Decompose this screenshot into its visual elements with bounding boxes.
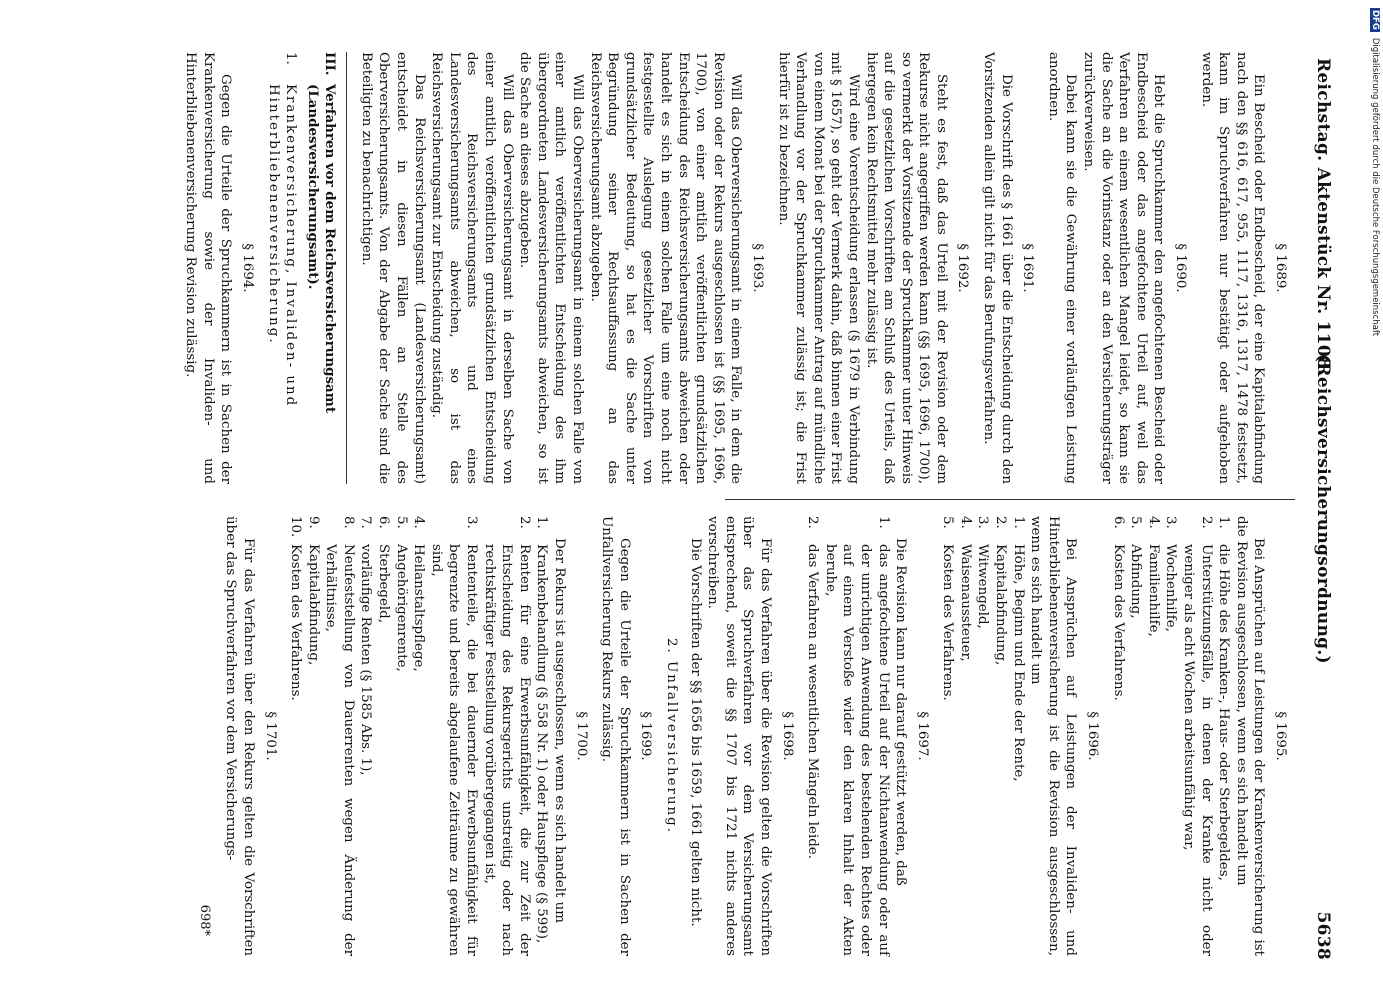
list-item — [1127, 516, 1145, 956]
paragraph: Will das Oberversicherungsamt in derselben Sache von einer amtlich veröffentlichten grundsätzlichen Entscheidung des Reichsversicherungsamts und eines Landesversicherungsamts abweichen, so ist das Reichsversicherungsamt zur Entscheidung zuständig. — [429, 52, 515, 484]
list-item — [1162, 516, 1180, 956]
item-number: 1. — [1010, 516, 1026, 529]
column-divider — [725, 499, 1295, 500]
paragraph: Die Revision kann nur darauf gestützt werden, daß — [893, 538, 909, 886]
list-item — [480, 516, 533, 956]
list-item — [1179, 516, 1214, 956]
item-number: 6. — [376, 516, 392, 529]
section-number: § 1694. — [239, 243, 255, 293]
paragraph: Will das Oberversicherungsamt in einem solchen Falle von einer amtlich veröffentlichten Entscheidung des ihm übergeordneten Landesversicherungsamts abweichen, so ist die Sache an dieses abzugeben. — [517, 52, 586, 484]
item-text: Neufeststellung von Dauerrenten wegen Änderung der Verhältnisse, — [323, 544, 356, 956]
item-number: 1. — [875, 516, 891, 529]
list-item — [410, 516, 428, 956]
item-number: 3. — [1163, 516, 1179, 529]
item-number: 10. — [288, 516, 304, 538]
list-item — [821, 516, 891, 956]
list-item — [992, 516, 1010, 956]
item-number: 6. — [1110, 516, 1126, 529]
item-number: 5. — [940, 516, 956, 529]
paragraph: Hebt die Spruchkammer den angefochtenen Bescheid oder Endbescheid oder das angefochtene Urteil auf, weil das Verfahren an einem wesentlichen Mangel leidet, so kann sie die Sache an die Vorinstanz oder an den Versicherungsträger zurückverweisen. — [1081, 52, 1167, 484]
item-number: 1. — [534, 516, 550, 529]
item-text: das angefochtene Urteil auf der Nichtanwendung oder auf der unrichtigen Anwendung des bestehenden Rechtes oder auf einem Verstoße wider den klaren Inhalt der Akten beruhe, — [822, 544, 891, 956]
item-number: 4. — [957, 516, 973, 529]
footer-text-wrap — [1370, 8, 1380, 336]
list-item — [427, 516, 480, 956]
section-number: § 1700. — [573, 711, 589, 761]
item-text: das Verfahren an wesentlichen Mängeln leide. — [805, 544, 821, 859]
item-number: III. — [322, 52, 339, 76]
subsection-heading — [264, 52, 299, 484]
item-number: 2. — [1198, 516, 1214, 529]
section-number: § 1697. — [914, 711, 930, 761]
item-text: Sterbegeld, — [376, 544, 392, 623]
section-number: § 1699. — [638, 711, 654, 761]
subsection-title: 2. Unfallversicherung. — [664, 637, 679, 835]
item-number: 2. — [516, 516, 532, 529]
paragraph: Gegen die Urteile der Spruchkammern ist in Sachen der Unfallversicherung Rekurs zulässig. — [599, 516, 632, 956]
item-number: 5. — [393, 516, 409, 529]
item-number: 3. — [975, 516, 991, 529]
list-item — [287, 516, 305, 956]
paragraph: Ein Bescheid oder Endbescheid, der eine Kapitalabfindung nach den §§ 616, 617, 955, 1117, 1316, 1317, 1478 festsetzt, kann im Spruchverfahren nur bestätigt oder aufgehoben werden. — [1198, 52, 1267, 484]
list-item — [956, 516, 974, 956]
item-text: die Höhe des Kranken-, Haus- oder Sterbegeldes, — [1216, 544, 1232, 881]
document-body — [33, 0, 1383, 1000]
item-text: Heilanstaltspflege, — [411, 544, 427, 672]
item-text: Krankenversicherung, Invaliden- und Hinterbliebenenversicherung. — [265, 84, 299, 408]
paragraph: Für das Verfahren über die Revision gelten die Vorschriften über das Spruchverfahren vor dem Versicherungsamt entsprechend, soweit die §§ 1707 bis 1721 nichts anderes vorschreiben. — [705, 516, 773, 956]
item-number: 7. — [358, 516, 374, 529]
left-column — [182, 52, 1297, 484]
item-text: Höhe, Beginn und Ende der Rente, — [1010, 544, 1026, 782]
right-column — [222, 516, 1297, 956]
item-text: vorläufige Renten (§ 1585 Abs. 1), — [358, 544, 374, 776]
section-number: § 1691. — [1020, 243, 1036, 293]
section-number: § 1701. — [262, 711, 278, 761]
item-number: 1. — [283, 52, 299, 65]
section-number: § 1698. — [779, 711, 795, 761]
item-number: 8. — [340, 516, 356, 529]
item-text: Wochenhilfe, — [1163, 544, 1179, 632]
paragraph: Für das Verfahren über den Rekurs gelten die Vorschriften über das Spruchverfahren vor dem Versicherungs- — [223, 516, 256, 956]
item-text: Kosten des Verfahrens. — [1110, 544, 1126, 701]
paragraph: Die Vorschrift des § 1661 über die Entscheidung durch den Vorsitzenden allein gilt nicht für das Berufungsverfahren. — [981, 52, 1014, 484]
list-item — [375, 516, 393, 956]
item-number: 3. — [464, 516, 480, 529]
item-number: 5. — [1128, 516, 1144, 529]
section-number: § 1693. — [749, 243, 765, 293]
item-number: 4. — [1145, 516, 1161, 529]
item-number: 1. — [1216, 516, 1232, 529]
list-item — [533, 516, 551, 956]
header-center: (Reichsversicherungsordnung.) — [1313, 354, 1333, 664]
item-number: 2. — [993, 516, 1009, 529]
section-number: § 1695. — [1273, 711, 1288, 761]
item-text: Abfindung, — [1128, 544, 1144, 619]
item-text: Verfahren vor dem Reichsversicherungsamt (Landesversicherungsamt). — [304, 84, 339, 414]
section-number: § 1689. — [1273, 243, 1288, 293]
paragraph: Das Reichsversicherungsamt (Landesversicherungsamt) entscheidet in diesen Fällen an Stelle des Oberversicherungsamts. Von der Abgabe der Sache sind die Beteiligten zu benachrichtigen. — [358, 52, 427, 484]
section-number: § 1696. — [1085, 711, 1101, 761]
item-text: Waisenaussteuer, — [957, 544, 973, 662]
dfg-logo: DFG — [1370, 10, 1380, 30]
section-divider — [346, 52, 347, 484]
running-header — [1305, 58, 1331, 960]
list-item — [1144, 516, 1162, 956]
section-number: § 1692. — [955, 243, 971, 293]
item-text: Kapitalabfindung, — [993, 544, 1009, 666]
page-code: 698* — [197, 904, 212, 936]
list-item — [322, 516, 357, 956]
item-text: Kapitalabfindung, — [305, 544, 321, 666]
paragraph: Dabei kann sie die Gewährung einer vorläufigen Leistung anordnen. — [1045, 52, 1079, 484]
paragraph: Steht es fest, daß das Urteil mit der Revision oder dem Rekurse nicht angegriffen werden kann (§§ 1695, 1696, 1700), so vermerkt der Vorsitzende der Spruchkammer unter Hinweis auf die gesetzlichen Vorschriften am Schluß des Urteils, daß hiergegen kein Rechtsmittel mehr zulässig ist. — [863, 52, 949, 484]
paragraph: Wird eine Vorentscheidung erlassen (§ 1679 in Verbindung mit § 1657), so geht der Vermerk dahin, daß binnen einer Frist von einem Monat bei der Spruchkammer Antrag auf mündliche Verhandlung vor der Spruchkammer zulässig ist; die Frist hierfür ist zu bezeichnen. — [775, 52, 861, 484]
item-text: Familienhilfe, — [1145, 544, 1161, 637]
item-text: Kosten des Verfahrens. — [940, 544, 956, 701]
item-text: Kosten des Verfahrens. — [288, 544, 304, 701]
list-item — [974, 516, 992, 956]
footer-text: Digitalisierung gefördert durch die Deutsche Forschungsgemeinschaft — [1370, 37, 1380, 337]
list-item — [939, 516, 957, 956]
list-item — [1109, 516, 1127, 956]
list-item — [392, 516, 410, 956]
list-item — [1009, 516, 1027, 956]
paragraph: Will das Oberversicherungsamt in einem Falle, in dem die Revision oder der Rekurs ausgeschlossen ist (§§ 1695, 1696, 1700), von einer amtlich veröffentlichten grundsätzlichen Entscheidung des Reichsversicherungsamts abweichen oder handelt es sich in einem solchen Falle um eine noch nicht festgestellte Auslegung gesetzlicher Vorschriften von grundsätzlicher Bedeutung, so hat es die Sache unter Begründung seiner Rechtsauffassung an das Reichsversicherungsamt abzugeben. — [587, 52, 744, 484]
paragraph: Gegen die Urteile der Spruchkammern ist in Sachen der Krankenversicherung sowie der Invaliden- und Hinterbliebenenversicherung Revision zulässig. — [183, 52, 234, 484]
item-text: Unterstützungsfälle, in denen der Kranke nicht oder weniger als acht Wochen arbeitsunfähig war, — [1181, 544, 1214, 956]
item-number: 4. — [411, 516, 427, 529]
paragraph: Der Rekurs ist ausgeschlossen, wenn es sich handelt um — [552, 538, 568, 923]
item-text: Rententeile, die bei dauernder Erwerbsunfähigkeit für begrenzte und bereits abgelaufene Zeiträume zu gewähren sind, — [428, 544, 480, 956]
header-left: Reichstag. Aktenstück Nr. 1108. — [1313, 58, 1333, 376]
item-number: 2. — [805, 516, 821, 529]
list-item — [1215, 516, 1233, 956]
list-item — [804, 516, 822, 956]
paragraph: Bei Ansprüchen auf Leistungen der Krankenversicherung ist die Revision ausgeschlossen, wenn es sich handelt um — [1233, 516, 1267, 956]
paragraph: Die Vorschriften der §§ 1656 bis 1659, 1661 gelten nicht. — [687, 538, 703, 927]
list-item — [357, 516, 375, 956]
item-text: Krankenbehandlung (§ 558 Nr. 1) oder Hauspflege (§ 599), — [534, 544, 550, 944]
digitization-footer — [1366, 8, 1380, 608]
item-text: Witwengeld, — [975, 544, 991, 629]
item-number: 9. — [305, 516, 321, 529]
page-number: 5638 — [1313, 911, 1333, 960]
list-item — [304, 516, 322, 956]
item-text: Angehörigenrente, — [393, 544, 409, 672]
paragraph: Bei Ansprüchen auf Leistungen der Invaliden- und Hinterbliebenenversicherung ist die Revision ausgeschlossen, wenn es sich handelt um — [1028, 516, 1079, 956]
item-text: Renten für eine Erwerbsunfähigkeit, die zur Zeit der Entscheidung des Rekursgerichts unstreitig oder nach rechtskräftiger Feststellung vorübergegangen ist, — [481, 544, 532, 956]
part-heading — [303, 52, 338, 484]
section-number: § 1690. — [1173, 243, 1189, 293]
